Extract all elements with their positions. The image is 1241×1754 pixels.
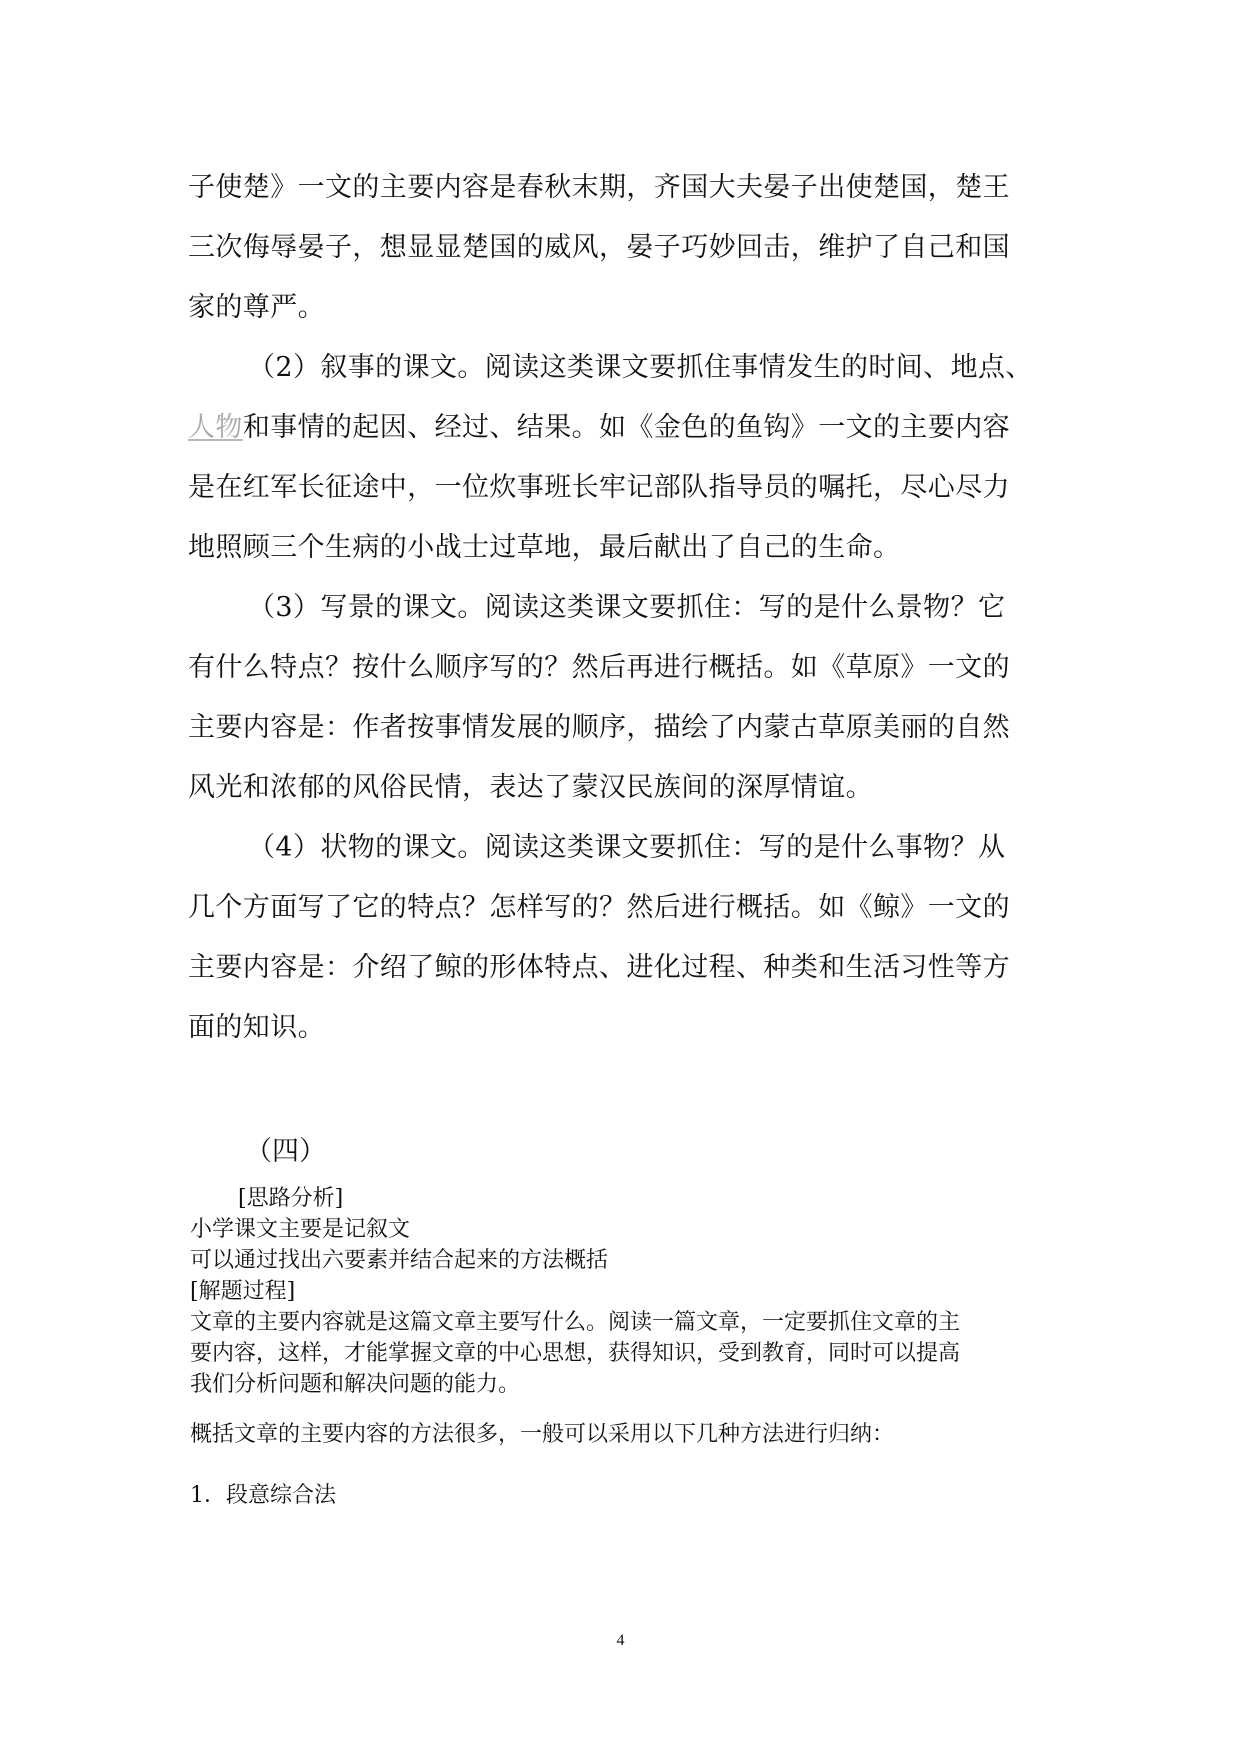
main-text-block <box>188 158 1058 1058</box>
text-line: （4）状物的课文。阅读这类课文要抓住：写的是什么事物？从 <box>248 832 1006 863</box>
text-line: 风光和浓郁的风俗民情，表达了蒙汉民族间的深厚情谊。 <box>188 772 873 803</box>
text-line: 地照顾三个生病的小战士过草地，最后献出了自己的生命。 <box>188 532 901 563</box>
analysis-heading: [思路分析] <box>238 1186 344 1211</box>
page-number: 4 <box>616 1632 625 1649</box>
paragraph-object <box>188 818 1058 1058</box>
paragraph-yanzi <box>188 158 1058 338</box>
text-line: 主要内容是：作者按事情发展的顺序，描绘了内蒙古草原美丽的自然 <box>188 712 1010 743</box>
analysis-line: 小学课文主要是记叙文 <box>190 1217 411 1242</box>
text-line: 文章的主要内容就是这篇文章主要写什么。阅读一篇文章，一定要抓住文章的主 <box>190 1310 961 1335</box>
text-line: 子使楚》一文的主要内容是春秋末期，齐国大夫晏子出使楚国，楚王 <box>188 172 1010 203</box>
text-line: 家的尊严。 <box>188 292 325 323</box>
person-link[interactable]: 人物 <box>188 412 243 443</box>
analysis-line: 可以通过找出六要素并结合起来的方法概括 <box>190 1248 609 1273</box>
paragraph-scenery <box>188 578 1058 818</box>
text-line: （2）叙事的课文。阅读这类课文要抓住事情发生的时间、地点、 <box>248 352 1033 383</box>
solution-paragraph <box>190 1307 1060 1400</box>
text-line: 三次侮辱晏子，想显显楚国的威风，晏子巧妙回击，维护了自己和国 <box>188 232 1010 263</box>
text-line: 和事情的起因、经过、结果。如《金色的鱼钩》一文的主要内容 <box>242 412 1011 443</box>
methods-intro: 概括文章的主要内容的方法很多，一般可以采用以下几种方法进行归纳： <box>190 1422 895 1447</box>
section-heading: （四） <box>245 1136 326 1167</box>
text-line: 主要内容是：介绍了鲸的形体特点、进化过程、种类和生活习性等方 <box>188 952 1010 983</box>
text-line: （3）写景的课文。阅读这类课文要抓住：写的是什么景物？它 <box>248 592 1006 623</box>
text-line: 有什么特点？按什么顺序写的？然后再进行概括。如《草原》一文的 <box>188 652 1010 683</box>
text-line: 是在红军长征途中，一位炊事班长牢记部队指导员的嘱托，尽心尽力 <box>188 472 1010 503</box>
analysis-block <box>190 1214 1060 1400</box>
text-line: 要内容，这样，才能掌握文章的中心思想，获得知识，受到教育，同时可以提高 <box>190 1341 961 1366</box>
text-line: 面的知识。 <box>188 1012 325 1043</box>
text-line: 我们分析问题和解决问题的能力。 <box>190 1372 521 1397</box>
text-line: 几个方面写了它的特点？怎样写的？然后进行概括。如《鲸》一文的 <box>188 892 1010 923</box>
paragraph-narrative <box>188 338 1058 578</box>
solution-heading: [解题过程] <box>190 1279 296 1304</box>
method-item-1: 1．段意综合法 <box>190 1483 336 1508</box>
